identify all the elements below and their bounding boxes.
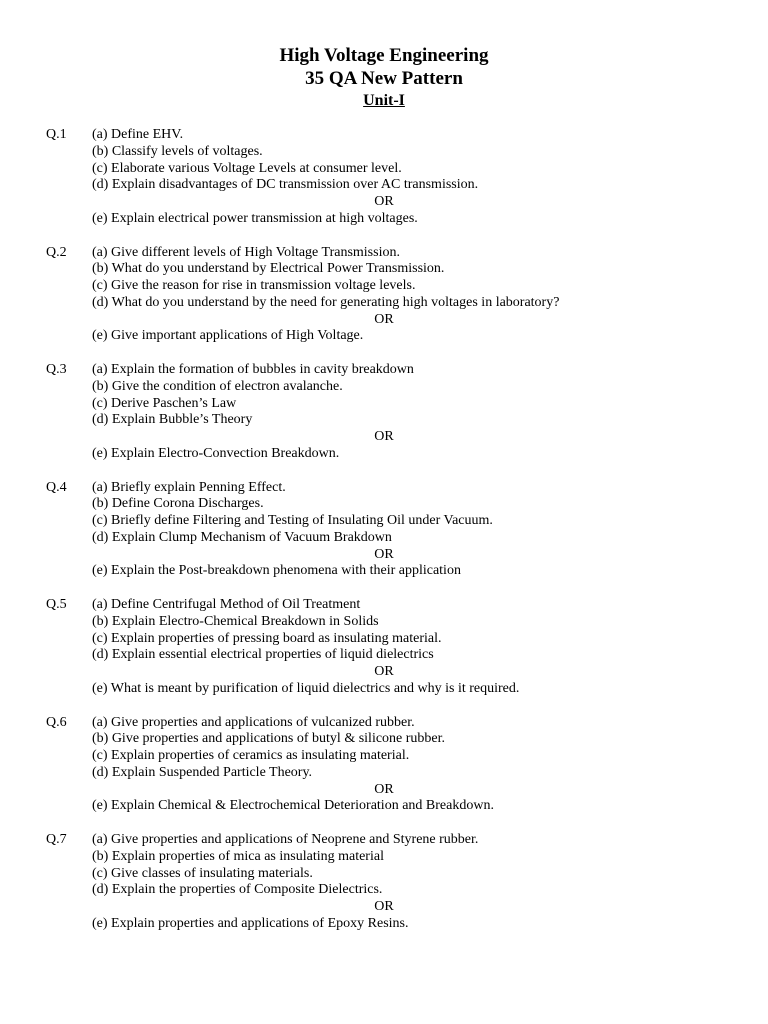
part-a: (a) Give different levels of High Voltage Transmission. [92, 244, 400, 260]
or-separator: OR [374, 429, 394, 445]
question-parts [92, 245, 732, 346]
question-parts [92, 127, 732, 228]
question-number: Q.4 [46, 479, 67, 495]
part-d: (d) Explain the properties of Composite Dielectrics. [92, 882, 383, 898]
part-e: (e) What is meant by purification of liquid dielectrics and why is it required. [92, 680, 520, 696]
part-a: (a) Define EHV. [92, 127, 184, 142]
question-parts [92, 832, 732, 933]
part-d: (d) Explain disadvantages of DC transmission over AC transmission. [92, 177, 479, 193]
question-block [0, 127, 768, 245]
part-c: (c) Give classes of insulating materials. [92, 865, 313, 881]
question-block [0, 362, 768, 480]
part-c: (c) Briefly define Filtering and Testing of Insulating Oil under Vacuum. [92, 513, 493, 529]
part-b: (b) Explain Electro-Chemical Breakdown in Solids [92, 613, 379, 629]
part-e: (e) Explain properties and applications of Epoxy Resins. [92, 915, 409, 931]
part-b: (b) Give the condition of electron avalanche. [92, 378, 343, 394]
part-c: (c) Elaborate various Voltage Levels at consumer level. [92, 160, 402, 176]
part-a: (a) Give properties and applications of vulcanized rubber. [92, 714, 415, 730]
question-number: Q.7 [46, 832, 67, 847]
part-d: (d) Explain Bubble’s Theory [92, 412, 253, 428]
part-a: (a) Explain the formation of bubbles in cavity breakdown [92, 362, 414, 377]
part-b: (b) Explain properties of mica as insulating material [92, 848, 384, 864]
part-c: (c) Explain properties of ceramics as insulating material. [92, 748, 410, 764]
or-separator: OR [374, 899, 394, 915]
or-separator: OR [374, 781, 394, 797]
part-b: (b) Classify levels of voltages. [92, 143, 263, 159]
part-b: (b) What do you understand by Electrical Power Transmission. [92, 261, 445, 277]
part-b: (b) Give properties and applications of butyl & silicone rubber. [92, 731, 446, 747]
question-list [0, 127, 768, 950]
part-e: (e) Explain the Post-breakdown phenomena with their application [92, 563, 461, 579]
question-number: Q.5 [46, 597, 67, 612]
part-e: (e) Explain Chemical & Electrochemical Deterioration and Breakdown. [92, 798, 494, 814]
question-block [0, 832, 768, 950]
question-number: Q.1 [46, 127, 67, 142]
part-d: (d) What do you understand by the need for generating high voltages in laboratory? [92, 294, 560, 310]
or-separator: OR [374, 546, 394, 562]
part-e: (e) Give important applications of High Voltage. [92, 328, 364, 344]
question-number: Q.2 [46, 244, 67, 260]
part-d: (d) Explain essential electrical properties of liquid dielectrics [92, 647, 434, 663]
part-c: (c) Derive Paschen’s Law [92, 395, 237, 411]
part-c: (c) Give the reason for rise in transmission voltage levels. [92, 278, 416, 294]
part-b: (b) Define Corona Discharges. [92, 496, 264, 512]
part-a: (a) Briefly explain Penning Effect. [92, 479, 286, 495]
question-parts [92, 597, 732, 698]
or-separator: OR [374, 194, 394, 210]
question-block [0, 715, 768, 833]
part-d: (d) Explain Suspended Particle Theory. [92, 764, 313, 780]
question-parts [92, 362, 732, 463]
or-separator: OR [374, 664, 394, 680]
question-parts [92, 715, 732, 816]
question-block [0, 245, 768, 363]
part-a: (a) Give properties and applications of Neoprene and Styrene rubber. [92, 832, 479, 847]
question-block [0, 597, 768, 715]
unit-heading: Unit-I [363, 92, 405, 109]
document-title: High Voltage Engineering [279, 45, 489, 66]
question-number: Q.6 [46, 714, 67, 730]
part-d: (d) Explain Clump Mechanism of Vacuum Brakdown [92, 529, 392, 545]
question-parts [92, 480, 732, 581]
document-subtitle: 35 QA New Pattern [305, 68, 463, 89]
part-a: (a) Define Centrifugal Method of Oil Treatment [92, 597, 361, 612]
part-e: (e) Explain Electro-Convection Breakdown. [92, 445, 340, 461]
part-e: (e) Explain electrical power transmission at high voltages. [92, 210, 418, 226]
part-c: (c) Explain properties of pressing board as insulating material. [92, 630, 442, 646]
or-separator: OR [374, 311, 394, 327]
question-block [0, 480, 768, 598]
question-number: Q.3 [46, 362, 67, 377]
